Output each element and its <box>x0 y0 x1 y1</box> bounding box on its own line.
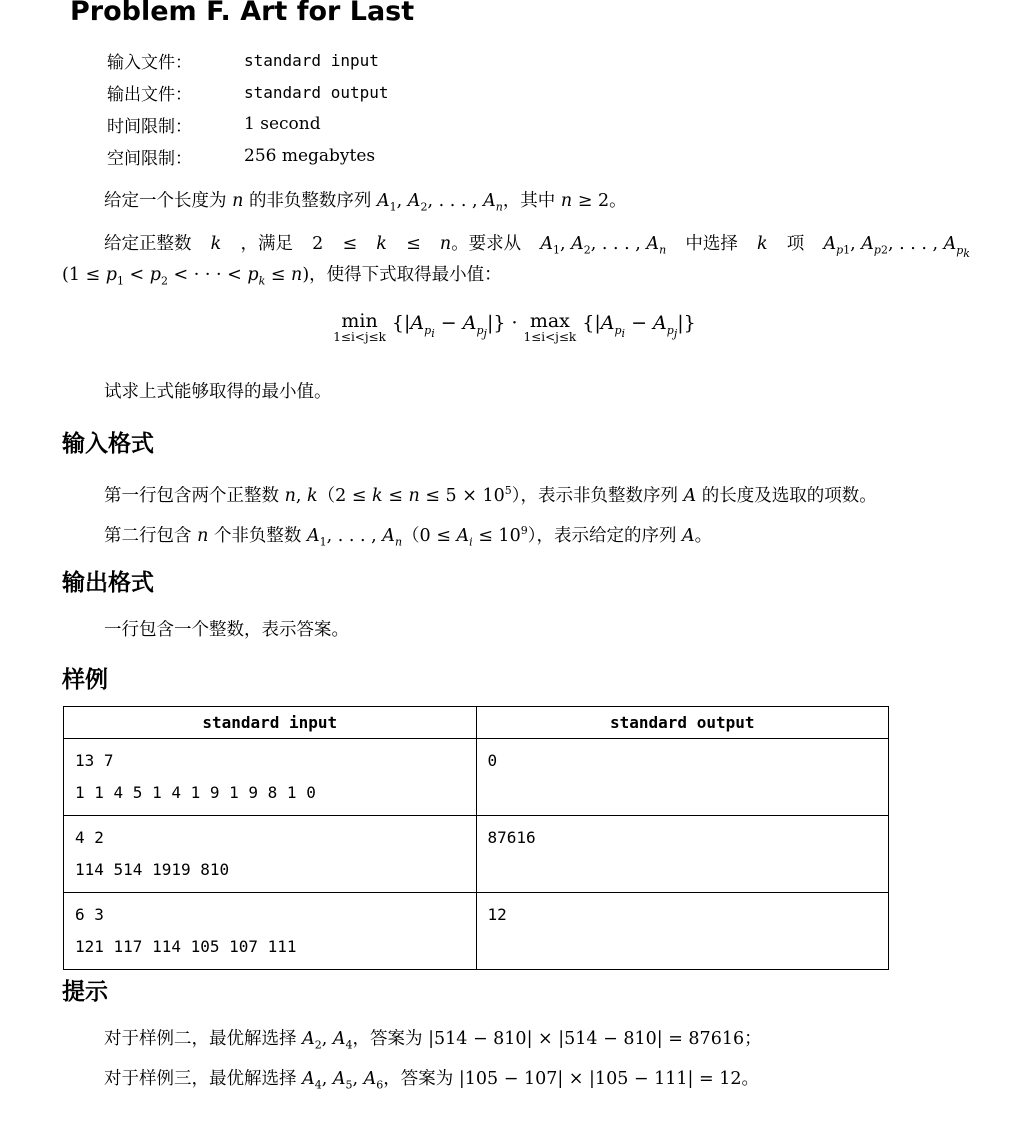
output-format-text: 一行包含一个整数，表示答案。 <box>104 620 349 640</box>
statement-paragraph-2: 给定正整数 k ，满足 2 ≤ k ≤ n。要求从 $A_1$, $A_2$, . . . , $A_n$ 中选择 k 项 $A_{p1}$, $A_{p2}$, . . . , $A_{p_k}$ <box>104 234 970 260</box>
statement-paragraph-1: 给定一个长度为 n 的非负整数序列 $A_1$, $A_2$, . . . , $A_n$，其中 n ≥ 2。 <box>104 191 627 214</box>
meta-label: 时间限制： <box>107 116 192 137</box>
meta-label: 输出文件： <box>107 84 192 105</box>
meta-value: standard input <box>244 50 379 70</box>
sample-output-cell: 87616 <box>476 816 889 893</box>
statement-paragraph-3: 试求上式能够取得的最小值。 <box>104 382 332 402</box>
hint-line-2: 对于样例三，最优解选择 $A_4$, $A_5$, $A_6$，答案为 |105 − 107| × |105 − 111| = 12。 <box>104 1069 759 1092</box>
input-format-line-1: 第一行包含两个正整数 n, $k(2 \le k \le n \le 5 \times 10^5)$，表示非负整数序列 A 的长度及选取的项数。 <box>104 484 877 506</box>
sample-output-cell: 12 <box>476 893 889 970</box>
meta-value: 256 megabytes <box>244 146 376 166</box>
table-row <box>64 816 889 893</box>
column-header-input: standard input <box>64 707 477 739</box>
meta-label: 输入文件： <box>107 52 192 73</box>
meta-value: 1 second <box>244 114 321 134</box>
hint-line-1: 对于样例二，最优解选择 $A_2$, $A_4$，答案为 |514 − 810| × |514 − 810| = 87616； <box>104 1029 762 1052</box>
sample-input-cell: 4 2 114 514 1919 810 <box>64 816 477 893</box>
column-header-output: standard output <box>476 707 889 739</box>
meta-input-file <box>107 44 389 76</box>
hint-heading: 提示 <box>62 979 108 1005</box>
table-row <box>64 739 889 816</box>
problem-meta <box>107 44 389 172</box>
sample-input-cell: 6 3 121 117 114 105 107 111 <box>64 893 477 970</box>
input-format-heading: 输入格式 <box>62 431 154 457</box>
meta-output-file <box>107 76 389 108</box>
table-header-row <box>64 707 889 739</box>
samples-table <box>63 706 889 970</box>
sample-input-cell: 13 7 1 1 4 5 1 4 1 9 1 9 8 1 0 <box>64 739 477 816</box>
samples-heading: 样例 <box>62 667 108 693</box>
meta-memory-limit <box>107 140 389 172</box>
problem-title: Problem F. Art for Last <box>70 0 415 27</box>
sample-output-cell: 0 <box>476 739 889 816</box>
meta-time-limit <box>107 108 389 140</box>
meta-value: standard output <box>244 82 389 102</box>
input-format-line-2: 第二行包含 n 个非负整数 $A_1$, . . . , $A_n(0 \le A_i \le 10^9)$，表示给定的序列 A。 <box>104 524 713 549</box>
meta-label: 空间限制： <box>107 148 192 169</box>
objective-formula: min 1≤i<j≤k $\{|A_{p_i} - A_{p_j}|\} \cdot \max$ 1≤i<j≤k $\{|A_{p_i} - A_{p_j}|\}$ <box>333 310 696 344</box>
table-row <box>64 893 889 970</box>
statement-paragraph-2-cont: ($1 \le p_1 < p_2$ < · · · < $p_k \le n$)，使得下式取得最小值： <box>62 265 502 288</box>
output-format-heading: 输出格式 <box>62 570 154 596</box>
